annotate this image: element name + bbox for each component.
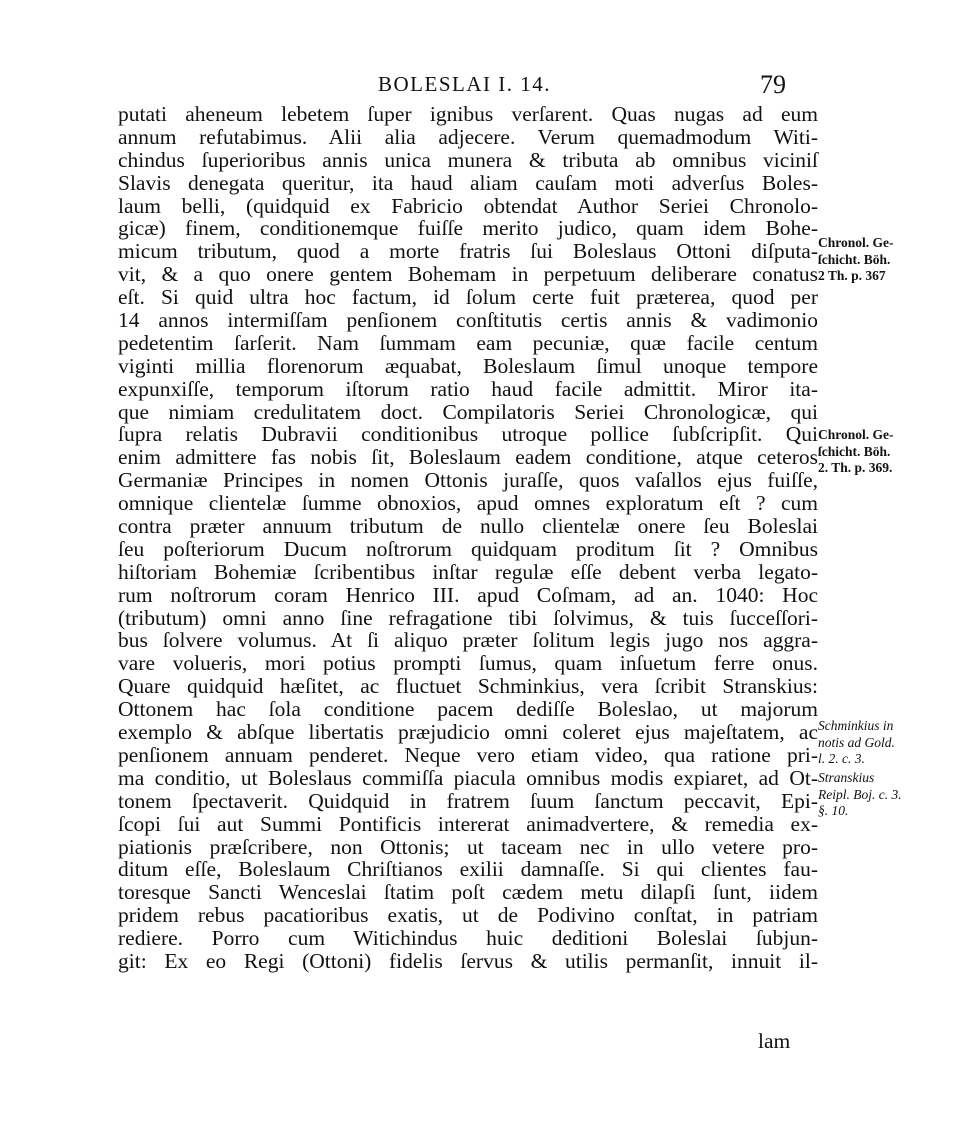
body-line: rediere. Porro cum Witichindus huic deditioni Boleslai ſubjun- xyxy=(118,926,818,951)
margin-note-line: ſchicht. Böh. xyxy=(818,251,891,267)
body-line: rum noſtrorum coram Henrico III. apud Coſmam, ad an. 1040: Hoc xyxy=(118,582,818,607)
body-line: putati aheneum lebetem ſuper ignibus verſarent. Quas nugas ad eum xyxy=(118,102,818,126)
margin-note-line: Schminkius in xyxy=(818,718,894,733)
body-line: micum tributum, quod a morte fratris ſui Boleslaus Ottoni diſputa- xyxy=(118,239,818,264)
body-line: ma conditio, ut Boleslaus commiſſa piacula omnibus modis expiaret, ad Ot- xyxy=(118,765,818,790)
body-line: (tributum) omni anno ſine refragatione tibi ſolvimus, & tuis ſucceſſori- xyxy=(118,605,818,630)
body-line: expunxiſſe, temporum iſtorum ratio haud facile admittit. Miror ita- xyxy=(118,376,818,401)
margin-note-line: Chronol. Ge- xyxy=(818,235,894,250)
body-line: 14 annos intermiſſam penſionem conſtitutis certis annis & vadimonio xyxy=(118,308,818,333)
margin-note-line: Stranskius xyxy=(818,770,875,785)
body-line: vare volueris, mori potius prompti ſumus, quam inſuetum ferre onus. xyxy=(118,651,818,676)
body-line: vit, & a quo onere gentem Bohemam in perpetuum deliberare conatus xyxy=(118,262,818,287)
body-line: contra præter annuum tributum de nullo clientelæ onere ſeu Boleslai xyxy=(118,514,818,539)
margin-note-line: Reipl. Boj. c. 3. xyxy=(818,786,902,802)
body-line: chindus ſuperioribus annis unica munera & tributa ab omnibus viciniſ xyxy=(118,147,818,172)
body-line: omnique clientelæ ſumme obnoxios, apud omnes exploratum eſt ? cum xyxy=(118,491,818,516)
margin-note-line: §. 10. xyxy=(818,803,849,818)
body-line: exemplo & abſque libertatis præjudicio omni coleret ejus majeſtatem, ac xyxy=(118,720,818,745)
body-line: ſeu poſteriorum Ducum noſtrorum quidquam proditum ſit ? Omnibus xyxy=(118,536,818,561)
body-line: toresque Sancti Wenceslai ſtatim poſt cædem metu dilapſi ſunt, iidem xyxy=(118,880,818,905)
body-line: piationis præſcribere, non Ottonis; ut taceam nec in ullo vetere pro- xyxy=(118,834,818,859)
page-number: 79 xyxy=(760,70,786,99)
body-line: que nimiam credulitatem doct. Compilatoris Seriei Chronologicæ, qui xyxy=(118,399,818,424)
body-line: pridem rebus pacatioribus exatis, ut de Podivino conſtat, in patriam xyxy=(118,903,818,928)
body-line: ſcopi ſui aut Summi Pontificis intererat animadvertere, & remedia ex- xyxy=(118,811,818,836)
body-line: ſupra relatis Dubravii conditionibus utroque pollice ſubſcripſit. Qui xyxy=(118,422,818,447)
body-line: Quare quidquid hæſitet, ac fluctuet Schminkius, vera ſcribit Stranskius: xyxy=(118,674,818,699)
margin-note-stranskius xyxy=(818,770,958,820)
body-line: bus ſolvere volumus. At ſi aliquo præter ſolitum legis jugo nos aggra- xyxy=(118,628,818,653)
body-text xyxy=(118,103,818,973)
body-line: viginti millia florenorum æquabat, Boleslaum ſimul unoque tempore xyxy=(118,353,818,378)
body-line: laum belli, (quidquid ex Fabricio obtendat Author Seriei Chronolo- xyxy=(118,193,818,218)
margin-note-schminkius xyxy=(818,718,958,768)
body-line: enim admittere fas nobis ſit, Boleslaum eadem conditione, atque ceteros xyxy=(118,445,818,470)
margin-note-chronol-2 xyxy=(818,427,958,477)
body-line: hiſtoriam Bohemiæ ſcribentibus inſtar regulæ eſſe debent verba legato- xyxy=(118,559,818,584)
body-line: Ottonem hac ſola conditione pacem dediſſe Boleslao, ut majorum xyxy=(118,697,818,722)
margin-note-line: ſchicht. Böh. xyxy=(818,443,891,459)
body-line: pedetentim ſarſerit. Nam ſummam eam pecuniæ, quæ facile centum xyxy=(118,330,818,355)
margin-note-line: l. 2. c. 3. xyxy=(818,751,865,766)
margin-note-line: notis ad Gold. xyxy=(818,734,895,750)
margin-note-line: 2. Th. p. 369. xyxy=(818,460,893,475)
body-line: git: Ex eo Regi (Ottoni) fidelis ſervus & utilis permanſit, innuit il- xyxy=(118,948,818,973)
body-line: Slavis denegata queritur, ita haud aliam cauſam moti adverſus Boles- xyxy=(118,170,818,195)
catchword: lam xyxy=(758,1029,791,1053)
running-title: BOLESLAI I. 14. xyxy=(378,72,551,96)
margin-note-line: 2 Th. p. 367 xyxy=(818,268,886,283)
body-line: penſionem annuam penderet. Neque vero etiam video, qua ratione pri- xyxy=(118,742,818,767)
margin-note-line: Chronol. Ge- xyxy=(818,427,894,442)
body-line: gicæ) finem, conditionemque fuiſſe merito judico, quam idem Bohe- xyxy=(118,216,818,241)
margin-note-chronol-1 xyxy=(818,235,958,285)
body-line: eſt. Si quid ultra hoc factum, id ſolum certe fuit præterea, quod per xyxy=(118,285,818,310)
body-line: ditum eſſe, Boleslaum Chriſtianos exilii damnaſſe. Si qui clientes fau- xyxy=(118,857,818,882)
body-line: Germaniæ Principes in nomen Ottonis juraſſe, quos vaſallos ejus fuiſſe, xyxy=(118,468,818,493)
body-line: annum refutabimus. Alii alia adjecere. Verum quemadmodum Witi- xyxy=(118,124,818,149)
body-line: tonem ſpectaverit. Quidquid in fratrem ſuum ſanctum peccavit, Epi- xyxy=(118,788,818,813)
